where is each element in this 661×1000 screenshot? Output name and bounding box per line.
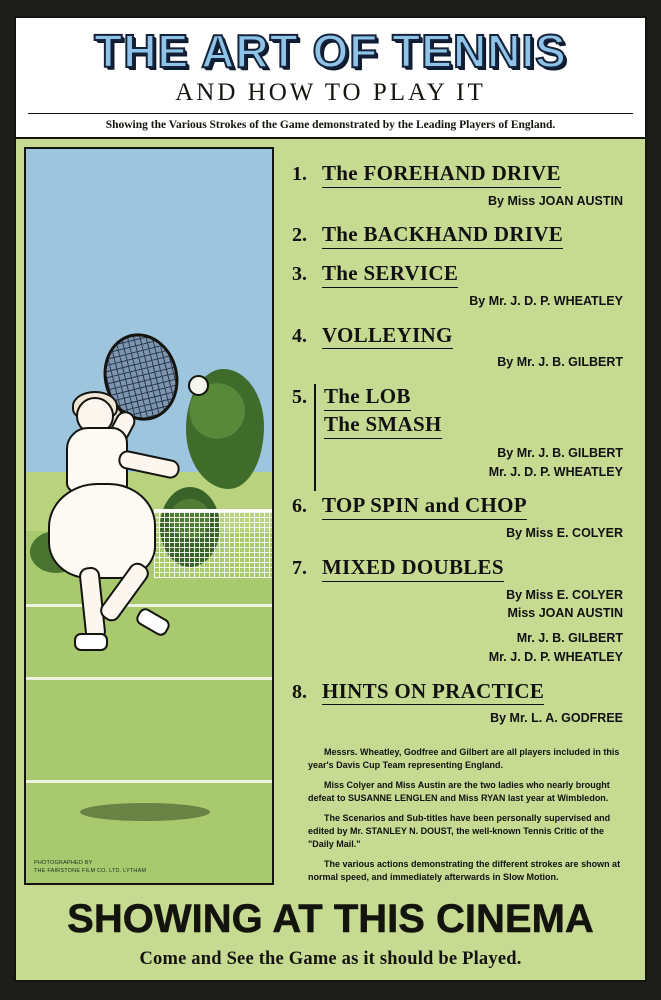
program-content: [322, 679, 631, 739]
program-content: [322, 323, 631, 383]
poster-header: [16, 18, 645, 139]
program-credits: [322, 524, 623, 543]
note-paragraph: The Scenarios and Sub-titles have been personally supervised and edited by Mr. STANLEY N. DOUST, the well-known Tennis Critic of the "Daily Mail.": [308, 813, 611, 850]
page-subtitle: AND HOW TO PLAY IT: [175, 78, 486, 106]
figure-shadow: [80, 803, 210, 821]
shoe-right: [134, 606, 172, 639]
program-content: [322, 222, 631, 259]
note-paragraph: The various actions demonstrating the different strokes are shown at normal speed, and immediately afterwards in Slow Motion.: [308, 859, 621, 883]
program-content: [314, 384, 631, 491]
program-credits: [322, 292, 623, 311]
program-number: 4.: [292, 324, 307, 347]
program-number: 2.: [292, 224, 307, 247]
program-number: 6.: [292, 495, 307, 518]
credit-line: By Mr. J. B. GILBERT: [497, 355, 623, 370]
program-item-4: [292, 323, 631, 383]
program-stroke: TOP SPIN and CHOP: [322, 493, 527, 520]
page-tagline: Showing the Various Strokes of the Game demonstrated by the Leading Players of England.: [28, 113, 633, 131]
credit-line: By Mr. L. A. GODFREE: [490, 711, 623, 726]
program-stroke: HINTS ON PRACTICE: [322, 679, 544, 706]
poster-body: [16, 139, 645, 885]
program-item-6: [292, 493, 631, 553]
program-stroke: The SMASH: [324, 412, 442, 439]
credit-line: Mr. J. B. GILBERT: [516, 631, 623, 646]
program-stroke: The BACKHAND DRIVE: [322, 222, 563, 249]
program-credits: [322, 353, 623, 372]
program-item-5: [292, 384, 631, 491]
credit-line: By Miss E. COLYER: [506, 526, 623, 541]
credit-line: By Miss JOAN AUSTIN: [488, 193, 623, 208]
program-stroke: VOLLEYING: [322, 323, 453, 350]
program-number: 1.: [292, 162, 307, 185]
program-item-8: [292, 679, 631, 739]
program-credits: [322, 192, 623, 211]
program-content: [322, 493, 631, 553]
program-item-7: [292, 555, 631, 677]
artwork-credit-line2: THE FAIRSTONE FILM CO. LTD. LYTHAM: [34, 867, 147, 874]
program-item-3: [292, 261, 631, 321]
program-credits: [322, 709, 623, 728]
tennis-ball-icon: [188, 375, 209, 396]
page-title: THE ART OF TENNIS: [94, 25, 567, 77]
program-stroke: The FOREHAND DRIVE: [322, 161, 561, 188]
artwork-credit-line1: PHOTOGRAPHED BY: [34, 860, 93, 867]
program-number: 5.: [292, 386, 307, 409]
credit-line: Mr. J. D. P. WHEATLEY: [488, 649, 623, 664]
credit-line: Mr. J. D. P. WHEATLEY: [488, 464, 623, 479]
footer-tagline: Come and See the Game as it should be Played.: [139, 949, 522, 969]
poster-footer: [16, 885, 645, 980]
artwork-credit: [34, 860, 146, 875]
program-number: 7.: [292, 556, 307, 579]
program-number: 3.: [292, 263, 307, 286]
program-item-2: [292, 222, 631, 259]
poster-inner: [14, 16, 647, 982]
program-content: [322, 161, 631, 221]
program-content: [322, 261, 631, 321]
credit-line: Miss JOAN AUSTIN: [507, 606, 623, 621]
program-number: 8.: [292, 680, 307, 703]
program-list: [282, 147, 637, 885]
program-stroke: The SERVICE: [322, 261, 458, 288]
credit-line: By Mr. J. D. P. WHEATLEY: [469, 293, 623, 308]
credit-line: By Mr. J. B. GILBERT: [497, 445, 623, 460]
program-item-1: [292, 161, 631, 221]
program-content: [322, 555, 631, 677]
program-stroke: MIXED DOUBLES: [322, 555, 504, 582]
program-credits: [324, 444, 623, 482]
program-stroke: The LOB: [324, 384, 411, 411]
note-paragraph: Miss Colyer and Miss Austin are the two ladies who nearly brought defeat to SUSANNE LENGLEN and Miss RYAN last year at Wimbledon.: [308, 780, 610, 804]
tennis-player-figure: [40, 391, 190, 817]
credit-line: By Miss E. COLYER: [506, 587, 623, 602]
program-credits: [322, 586, 623, 667]
illustration: [24, 147, 274, 885]
shoe-left: [74, 633, 108, 651]
note-paragraph: Messrs. Wheatley, Godfree and Gilbert are all players included in this year's Davis Cup Team representing England.: [308, 747, 620, 771]
notes-block: [292, 746, 631, 891]
showing-headline: SHOWING AT THIS CINEMA: [67, 897, 594, 941]
